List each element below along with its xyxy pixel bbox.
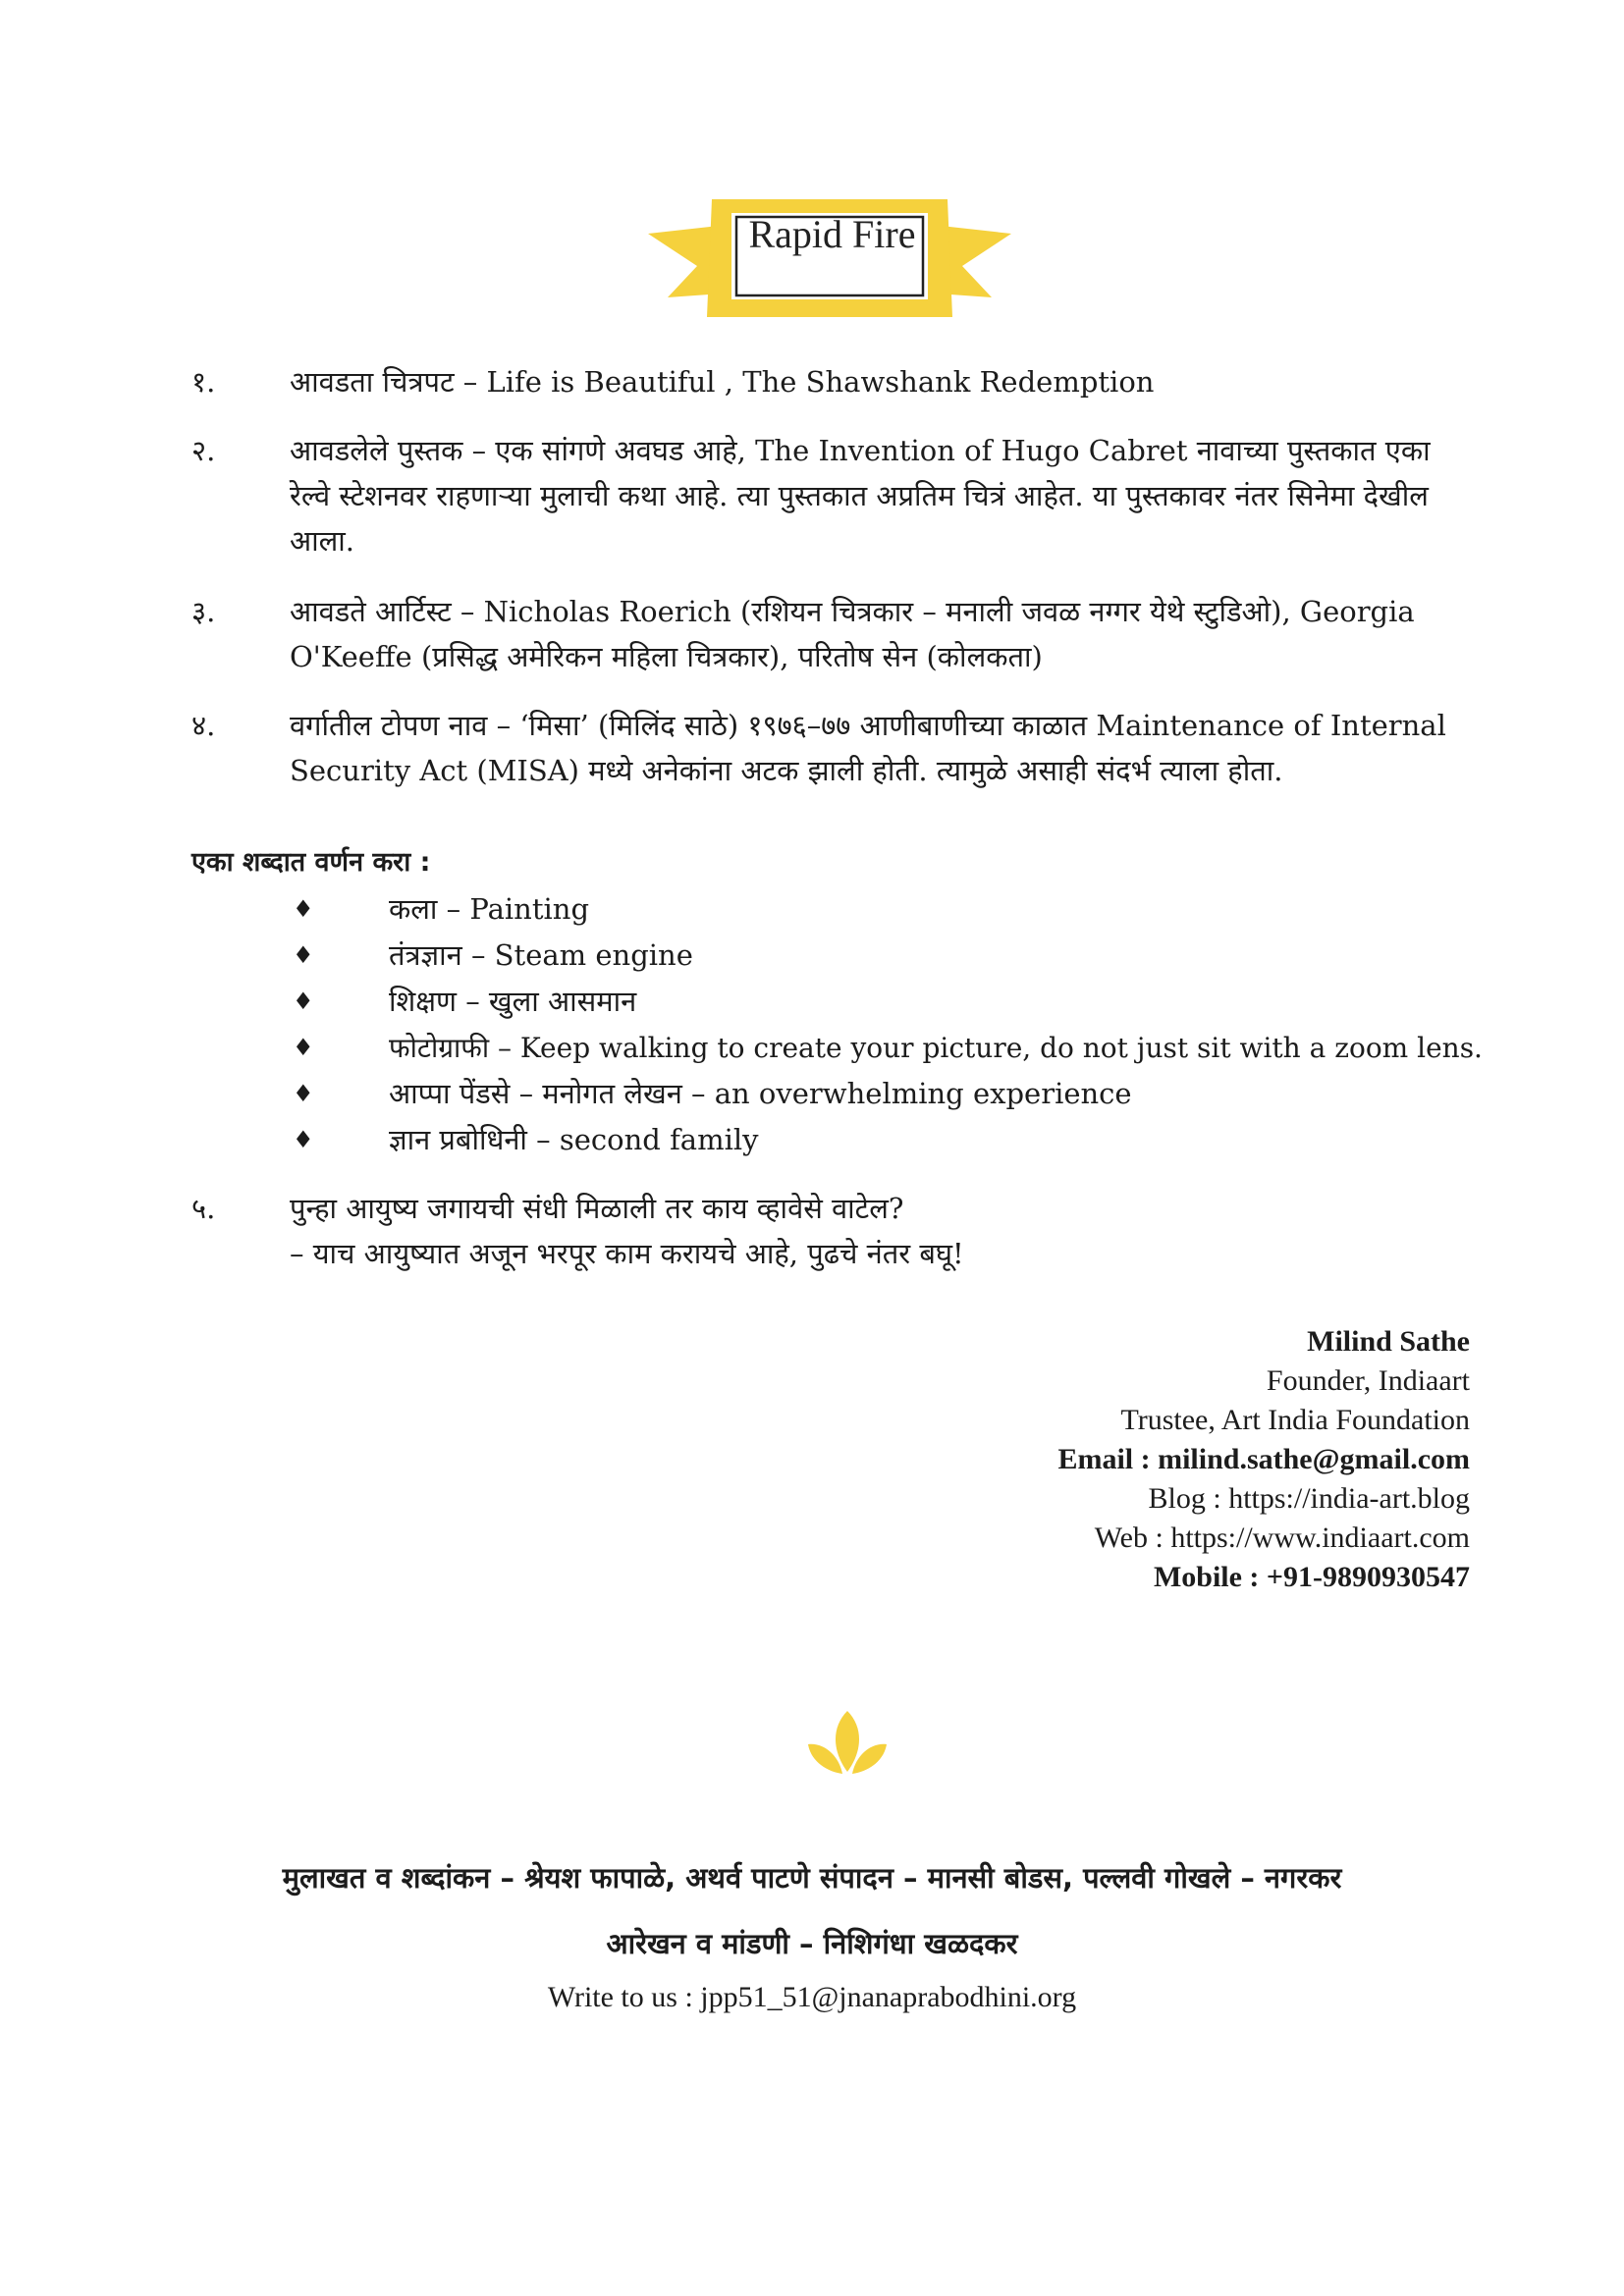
list-item: ♦ आप्पा पेंडसे – मनोगत लेखन – an overwhelming experience [293,1071,1471,1117]
diamond-bullet-icon: ♦ [293,1126,314,1153]
list-item: ♦ तंत्रज्ञान – Steam engine [293,933,1471,979]
diamond-bullet-icon: ♦ [293,895,314,923]
signature-role: Trustee, Art India Foundation [1120,1404,1470,1436]
banner-title: Rapid Fire [748,212,916,256]
flower-ornament-icon [803,1703,892,1777]
signature-name: Milind Sathe [1307,1325,1470,1358]
signature-blog: Blog : https://india-art.blog [1148,1482,1470,1515]
question-number: २. [191,434,216,467]
diamond-bullet-icon: ♦ [293,1034,314,1061]
list-item: ♦ फोटोग्राफी – Keep walking to create your picture, do not just sit with a zoom lens. [293,1025,1471,1071]
question-number: ३. [191,595,216,628]
answer-text: – याच आयुष्यात अजून भरपूर काम करायचे आहे, पुढचे नंतर बघू! [290,1237,964,1270]
question-text: आवडलेले पुस्तक – एक सांगणे अवघड आहे, The Invention of Hugo Cabret नावाच्या पुस्तकात एका रेल्वे स्टेशनवर राहणाऱ्या मुलाची कथा आहे. त्या पुस्तकात अप्रतिम चित्रं आहेत. या पुस्तकावर नंतर सिनेमा देखील आला. [290,434,1431,558]
question-5 [191,1186,1478,1276]
describe-heading: एका शब्दात वर्णन करा : [191,847,431,878]
question-number: ४. [191,709,216,742]
question-number: ५. [191,1192,216,1225]
credits-line-2: आरेखन व मांडणी – निशिगंधा खळदकर [606,1927,1018,1960]
diamond-bullet-icon: ♦ [293,988,314,1015]
list-item: ♦ ज्ञान प्रबोधिनी – second family [293,1117,1471,1163]
diamond-bullet-icon: ♦ [293,941,314,969]
describe-list [293,886,1483,1163]
signature-web: Web : https://www.indiaart.com [1094,1522,1470,1554]
credits-line-1: मुलाखत व शब्दांकन – श्रेयश फापाळे, अथर्व पाटणे संपादन – मानसी बोडस, पल्लवी गोखले – नगरकर [282,1861,1342,1895]
question-text: वर्गातील टोपण नाव – ‘मिसा’ (मिलिंद साठे) १९७६–७७ आणीबाणीच्या काळात Maintenance of Internal Security Act (MISA) मध्ये अनेकांना अटक झाली होती. त्यामुळे असाही संदर्भ त्याला होता. [290,709,1446,787]
contact-email: Write to us : jpp51_51@jnanaprabodhini.org [547,1981,1077,2013]
signature-role: Founder, Indiaart [1266,1364,1470,1397]
question-1 [191,359,1478,404]
signature-email: Email : milind.sathe@gmail.com [1057,1443,1470,1475]
question-text: आवडता चित्रपट – Life is Beautiful , The Shawshank Redemption [290,365,1155,399]
list-item: ♦ कला – Painting [293,886,1471,933]
list-item: ♦ शिक्षण – खुला आसमान [293,979,1471,1025]
diamond-bullet-icon: ♦ [293,1080,314,1107]
question-3 [191,589,1478,679]
question-number: १. [191,365,216,399]
question-4 [191,703,1478,793]
question-text: आवडते आर्टिस्ट – Nicholas Roerich (रशियन चित्रकार – मनाली जवळ नग्गर येथे स्टुडिओ), Georgia O'Keeffe (प्रसिद्ध अमेरिकन महिला चित्रकार), परितोष सेन (कोलकता) [290,595,1415,673]
question-2 [191,428,1478,563]
question-text: पुन्हा आयुष्य जगायची संधी मिळाली तर काय व्हावेसे वाटेल? [290,1192,904,1225]
signature-mobile: Mobile : +91-9890930547 [1153,1561,1470,1593]
signature-block [1057,1322,1470,1597]
